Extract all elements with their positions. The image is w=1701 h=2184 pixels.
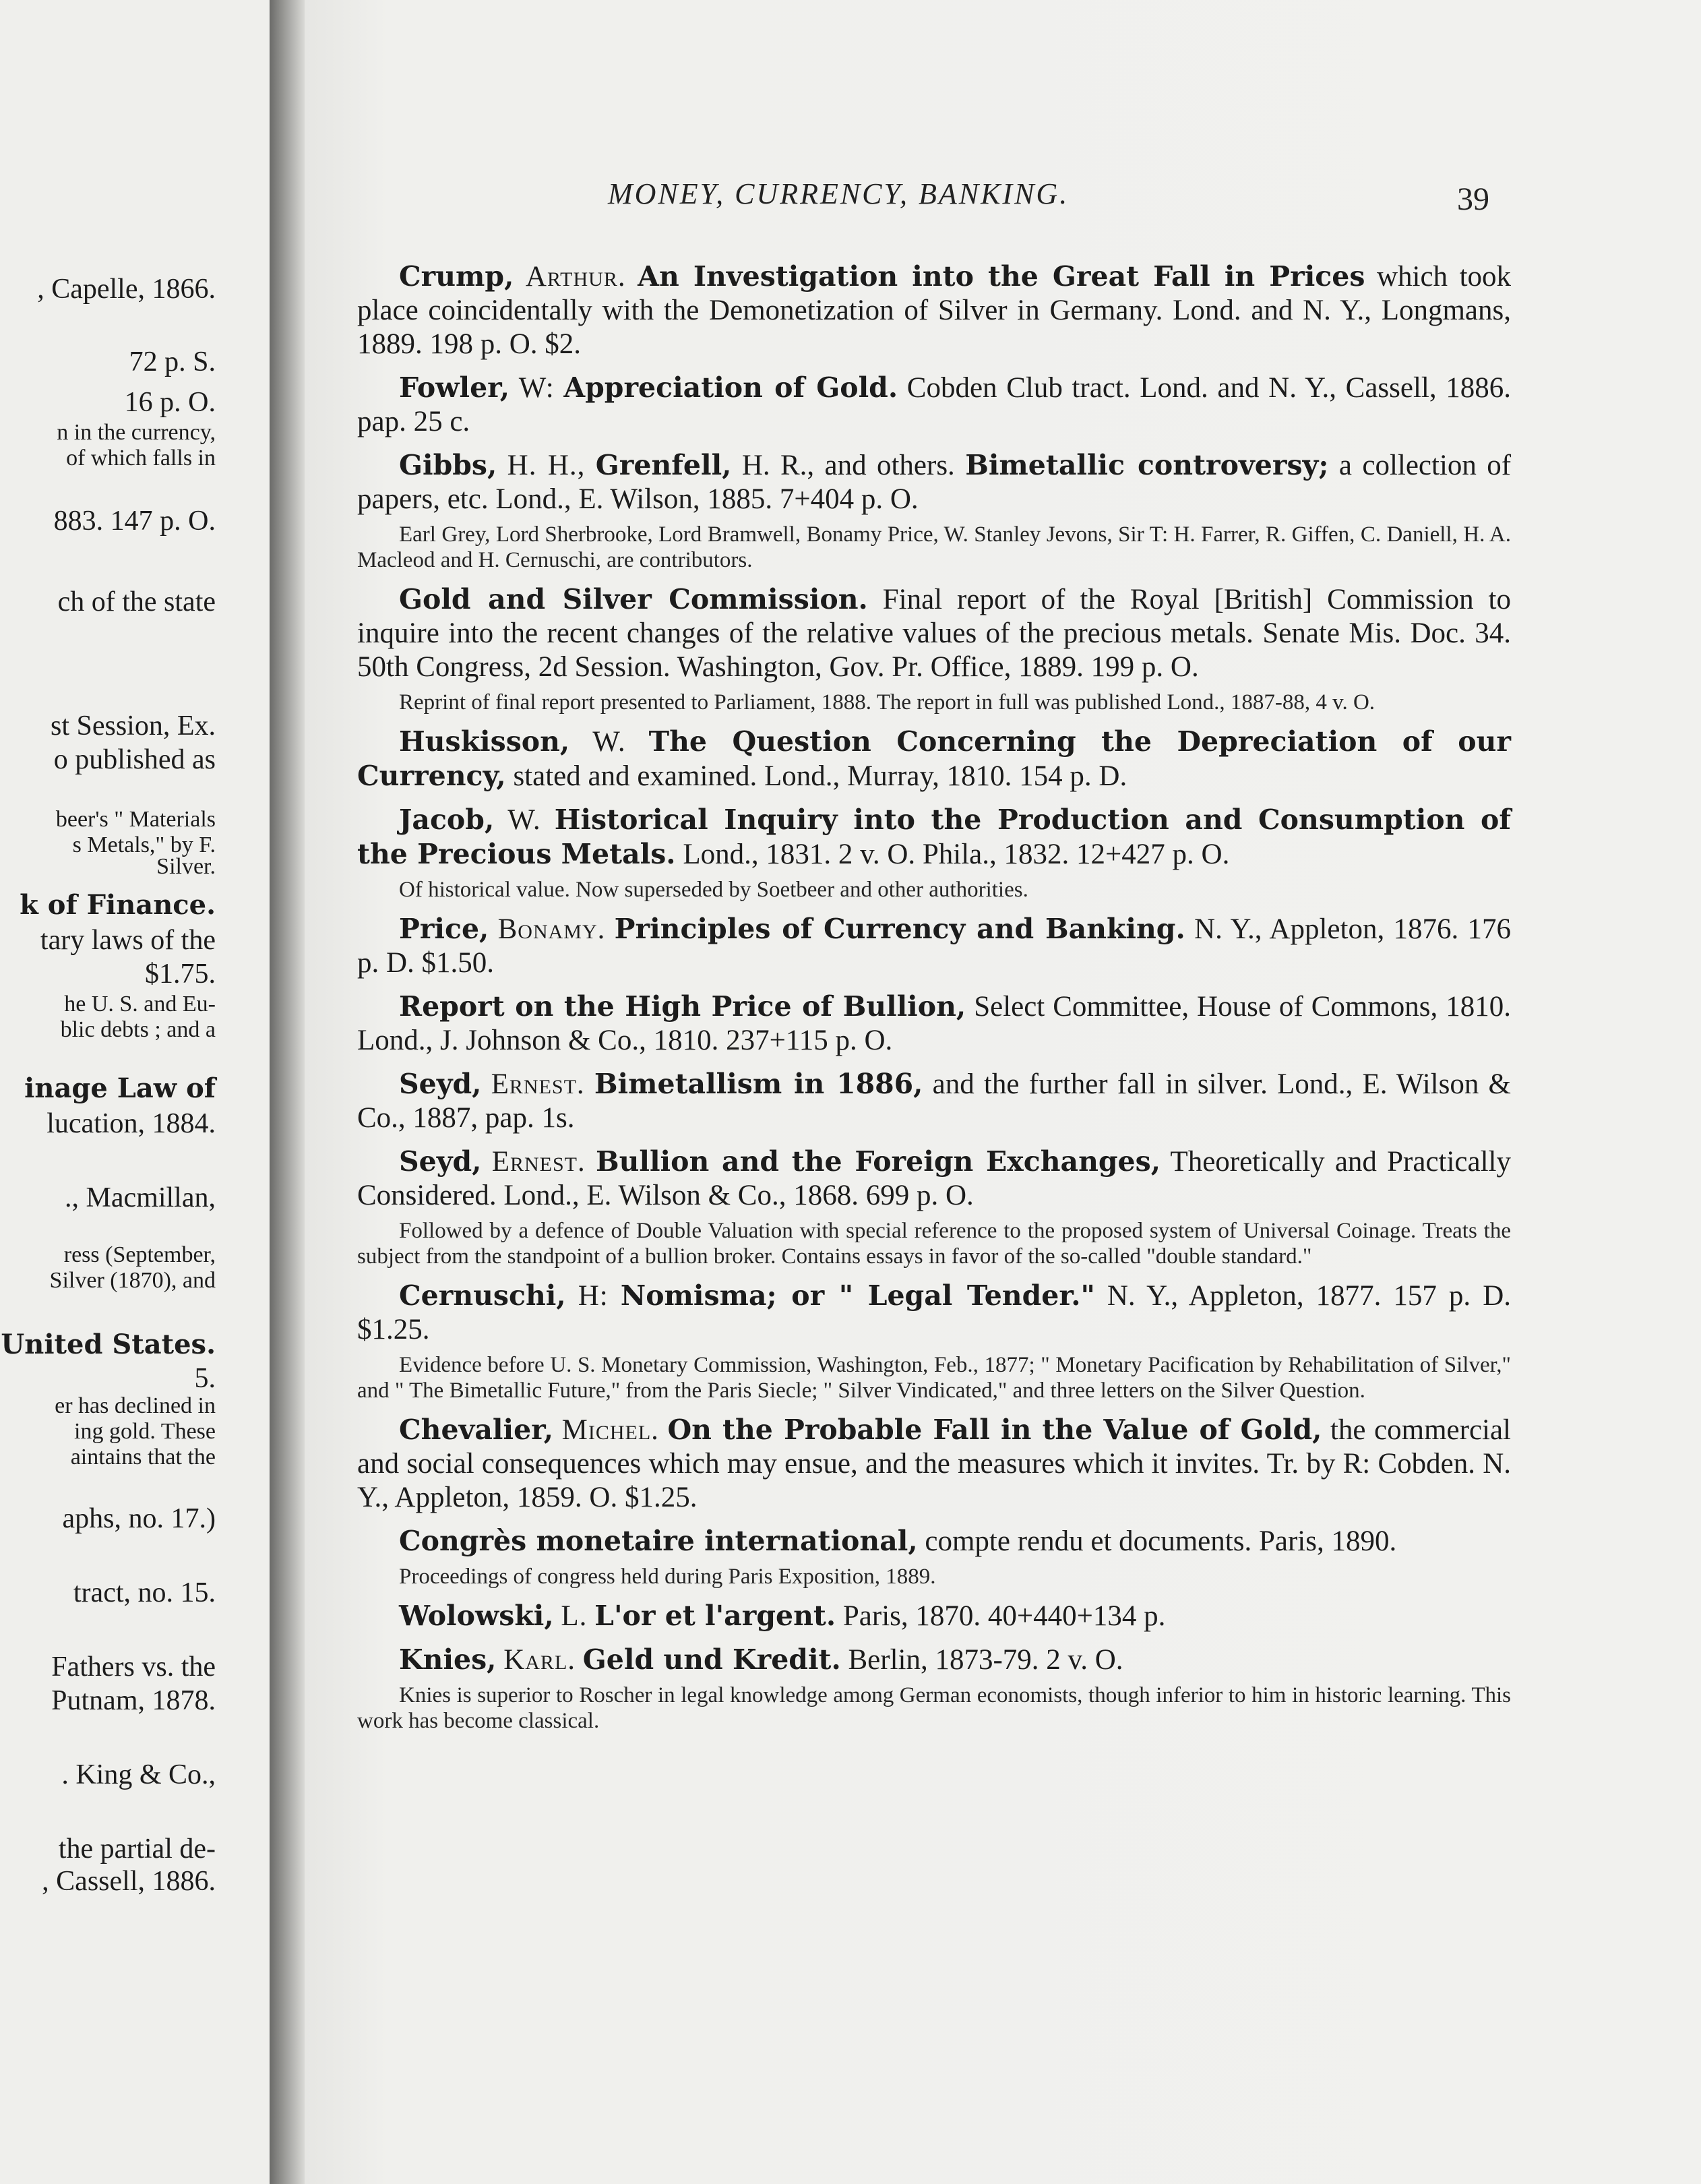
prev-line: aphs, no. 17.) bbox=[62, 1503, 216, 1534]
running-head: MONEY, CURRENCY, BANKING. bbox=[608, 177, 1070, 210]
entry-imprint: N. Y., Appleton, 1877. 157 p. D. $1.25. bbox=[357, 1280, 1511, 1345]
prev-line: Putnam, 1878. bbox=[51, 1685, 216, 1716]
entry-author-forename: Michel. bbox=[561, 1414, 659, 1446]
entry-imprint: stated and examined. Lond., Murray, 1810. 154 p. D. bbox=[513, 760, 1127, 792]
prev-line: s Metals," by F. bbox=[72, 832, 216, 857]
bibliography-entry bbox=[357, 1413, 1511, 1515]
entry-author-forename: W: bbox=[518, 372, 555, 404]
bibliography-entry bbox=[357, 582, 1511, 684]
entry-title: Historical Inquiry into the Production and Consumption of the Precious Metals. bbox=[357, 803, 1512, 870]
prev-line: ., Macmillan, bbox=[65, 1182, 216, 1213]
entry-author-forename: Bonamy. bbox=[497, 913, 606, 945]
entry-author: Crump, bbox=[399, 260, 514, 293]
bibliography-entry bbox=[357, 260, 1511, 361]
prev-line: beer's " Materials bbox=[55, 807, 216, 832]
entry-author: Report on the High Price of Bullion, bbox=[399, 990, 966, 1023]
entry-author: Seyd, bbox=[399, 1145, 482, 1178]
prev-line: $1.75. bbox=[145, 959, 216, 990]
entry-imprint: a collection of papers, etc. Lond., E. Wilson, 1885. 7+404 p. O. bbox=[357, 450, 1512, 515]
prev-line: of which falls in bbox=[66, 446, 216, 471]
entry-title: An Investigation into the Great Fall in Prices bbox=[638, 260, 1365, 293]
entry-title: Grenfell, bbox=[595, 449, 732, 481]
entry-author-forename: Ernest. bbox=[491, 1146, 586, 1178]
prev-line: , Capelle, 1866. bbox=[37, 274, 216, 305]
page-number: 39 bbox=[1457, 181, 1489, 217]
prev-line: k of Finance. bbox=[20, 889, 216, 921]
entry-title: The Question Concerning the Depreciation of our Currency, bbox=[357, 725, 1512, 792]
prev-line: ing gold. These bbox=[74, 1419, 216, 1444]
entry-author: Wolowski, bbox=[399, 1600, 554, 1632]
entry-note: Followed by a defence of Double Valuation with special reference to the proposed system of Universal Coinage. Treats the subject from the standpoint of a bullion broker. Contains essays in favor of the so-called "double standard." bbox=[357, 1219, 1511, 1269]
entry-title: Principles of Currency and Banking. bbox=[614, 913, 1185, 945]
bibliography-entry bbox=[357, 448, 1511, 516]
entry-title: Bimetallic controversy; bbox=[965, 449, 1329, 481]
bibliography-entry bbox=[357, 990, 1511, 1058]
entry-author-forename: Arthur. bbox=[525, 261, 626, 293]
entry-imprint: Paris, 1870. 40+440+134 p. bbox=[842, 1600, 1166, 1632]
prev-line: ress (September, bbox=[63, 1242, 216, 1267]
prev-line: 5. bbox=[194, 1363, 216, 1394]
entry-imprint: which took place coincidentally with the Demonetization of Silver in Germany. Lond. and N. Y., Longmans, 1889. 198 p. O. $2. bbox=[357, 261, 1512, 360]
prev-line: 72 p. S. bbox=[129, 346, 216, 377]
entry-note: Of historical value. Now superseded by Soetbeer and other authorities. bbox=[399, 878, 1028, 902]
bibliography-entry bbox=[357, 1067, 1511, 1135]
entry-imprint: N. Y., Appleton, 1876. 176 p. D. $1.50. bbox=[357, 913, 1512, 979]
entry-imprint: Cobden Club tract. Lond. and N. Y., Cassell, 1886. pap. 25 c. bbox=[357, 372, 1512, 437]
entry-imprint: compte rendu et documents. Paris, 1890. bbox=[925, 1525, 1397, 1557]
entry-note: Evidence before U. S. Monetary Commission, Washington, Feb., 1877; " Monetary Pacification by Rehabilitation of Silver," and " The Bimetallic Future," from the Paris Siecle; " Silver Vindicated," and three letters on the Silver Question. bbox=[357, 1353, 1511, 1403]
prev-line: tary laws of the bbox=[40, 925, 216, 956]
prev-line: Fathers vs. the bbox=[51, 1651, 216, 1682]
entry-author-forename: L. bbox=[561, 1600, 588, 1632]
entry-author: Seyd, bbox=[399, 1068, 482, 1100]
entry-imprint: Lond., 1831. 2 v. O. Phila., 1832. 12+427 p. O. bbox=[683, 839, 1230, 870]
entry-author: Congrès monetaire international, bbox=[399, 1525, 918, 1557]
entry-imprint: H. R., and others. bbox=[741, 450, 955, 481]
bibliography-entry bbox=[357, 803, 1511, 872]
entry-author-forename: Ernest. bbox=[491, 1068, 585, 1100]
entry-author: Chevalier, bbox=[399, 1414, 554, 1446]
entry-title: Nomisma; or " Legal Tender." bbox=[620, 1279, 1095, 1312]
entry-imprint: the commercial and social consequences which may ensue, and the measures which it invites. Tr. by R: Cobden. N. Y., Appleton, 1859. O. $1.25. bbox=[357, 1414, 1512, 1513]
entry-author-forename: W. bbox=[507, 804, 541, 836]
prev-line: lucation, 1884. bbox=[47, 1108, 216, 1139]
prev-line: aintains that the bbox=[70, 1445, 216, 1469]
entry-title: Geld und Kredit. bbox=[582, 1643, 841, 1676]
entry-author: Gold and Silver Commission. bbox=[399, 583, 868, 615]
entry-author-forename: H. H., bbox=[507, 450, 586, 481]
prev-line: . King & Co., bbox=[61, 1759, 216, 1790]
bibliography-entry bbox=[357, 725, 1511, 793]
prev-line: the partial de- bbox=[58, 1833, 216, 1864]
prev-line: United States. bbox=[1, 1329, 216, 1360]
entry-author: Jacob, bbox=[399, 803, 495, 836]
entry-note: Reprint of final report presented to Parliament, 1888. The report in full was published Lond., 1887-88, 4 v. O. bbox=[399, 690, 1375, 715]
entry-note: Proceedings of congress held during Paris Exposition, 1889. bbox=[399, 1565, 936, 1589]
entry-author: Price, bbox=[399, 913, 489, 945]
entry-author-forename: Karl. bbox=[503, 1644, 576, 1676]
bibliography-entry bbox=[357, 1145, 1511, 1213]
prev-line: blic debts ; and a bbox=[60, 1017, 216, 1042]
entry-note: Knies is superior to Roscher in legal knowledge among German economists, though inferior to him in historic learning. This work has become classical. bbox=[357, 1683, 1511, 1733]
prev-line: inage Law of bbox=[24, 1072, 216, 1104]
prev-line: n in the currency, bbox=[57, 420, 216, 445]
bibliography-entry bbox=[357, 1524, 1511, 1558]
prev-line: , Cassell, 1886. bbox=[42, 1866, 216, 1897]
entry-imprint: Theoretically and Practically Considered. Lond., E. Wilson & Co., 1868. 699 p. O. bbox=[357, 1146, 1511, 1211]
entry-author: Knies, bbox=[399, 1643, 497, 1676]
book-gutter bbox=[270, 0, 305, 2184]
entry-title: On the Probable Fall in the Value of Gold, bbox=[667, 1414, 1322, 1446]
prev-line: o published as bbox=[53, 744, 216, 775]
entry-author: Gibbs, bbox=[399, 449, 497, 481]
previous-page-fragment bbox=[0, 0, 270, 2184]
prev-line: he U. S. and Eu- bbox=[64, 992, 216, 1017]
entry-author: Cernuschi, bbox=[399, 1279, 566, 1312]
book-page bbox=[305, 0, 1701, 2184]
entry-author-forename: H: bbox=[578, 1280, 609, 1312]
entry-title: L'or et l'argent. bbox=[594, 1600, 836, 1632]
bibliography-entries bbox=[357, 260, 1511, 1743]
prev-line: 883. 147 p. O. bbox=[53, 506, 216, 537]
entry-note: Earl Grey, Lord Sherbrooke, Lord Bramwell, Bonamy Price, W. Stanley Jevons, Sir T: H. Farrer, R. Giffen, C. Daniell, H. A. Macleod and H. Cernuschi, are contributors. bbox=[357, 522, 1511, 572]
entry-title: Bimetallism in 1886, bbox=[594, 1068, 923, 1100]
prev-line: 16 p. O. bbox=[124, 387, 216, 418]
entry-title: Appreciation of Gold. bbox=[563, 371, 898, 404]
entry-author-forename: W. bbox=[592, 726, 626, 758]
entry-author: Fowler, bbox=[399, 371, 510, 404]
entry-imprint: Final report of the Royal [British] Commission to inquire into the recent changes of the relative values of the precious metals. Senate Mis. Doc. 34. 50th Congress, 2d Session. Washington, Gov. Pr. Office, 1889. 199 p. O. bbox=[357, 584, 1511, 683]
prev-line: ch of the state bbox=[57, 586, 216, 617]
entry-title: Bullion and the Foreign Exchanges, bbox=[595, 1145, 1161, 1178]
prev-line: st Session, Ex. bbox=[50, 710, 216, 741]
prev-line: er has declined in bbox=[55, 1393, 216, 1418]
bibliography-entry bbox=[357, 1599, 1511, 1633]
bibliography-entry bbox=[357, 1279, 1511, 1347]
prev-line: tract, no. 15. bbox=[73, 1577, 216, 1608]
entry-imprint: and the further fall in silver. Lond., E. Wilson & Co., 1887, pap. 1s. bbox=[357, 1068, 1511, 1134]
entry-imprint: Select Committee, House of Commons, 1810. Lond., J. Johnson & Co., 1810. 237+115 p. O. bbox=[357, 991, 1512, 1056]
prev-line: Silver (1870), and bbox=[49, 1268, 216, 1293]
bibliography-entry bbox=[357, 1643, 1511, 1677]
bibliography-entry bbox=[357, 912, 1511, 980]
entry-imprint: Berlin, 1873-79. 2 v. O. bbox=[848, 1644, 1123, 1676]
bibliography-entry bbox=[357, 371, 1511, 439]
entry-author: Huskisson, bbox=[399, 725, 570, 758]
prev-line: Silver. bbox=[156, 854, 216, 879]
